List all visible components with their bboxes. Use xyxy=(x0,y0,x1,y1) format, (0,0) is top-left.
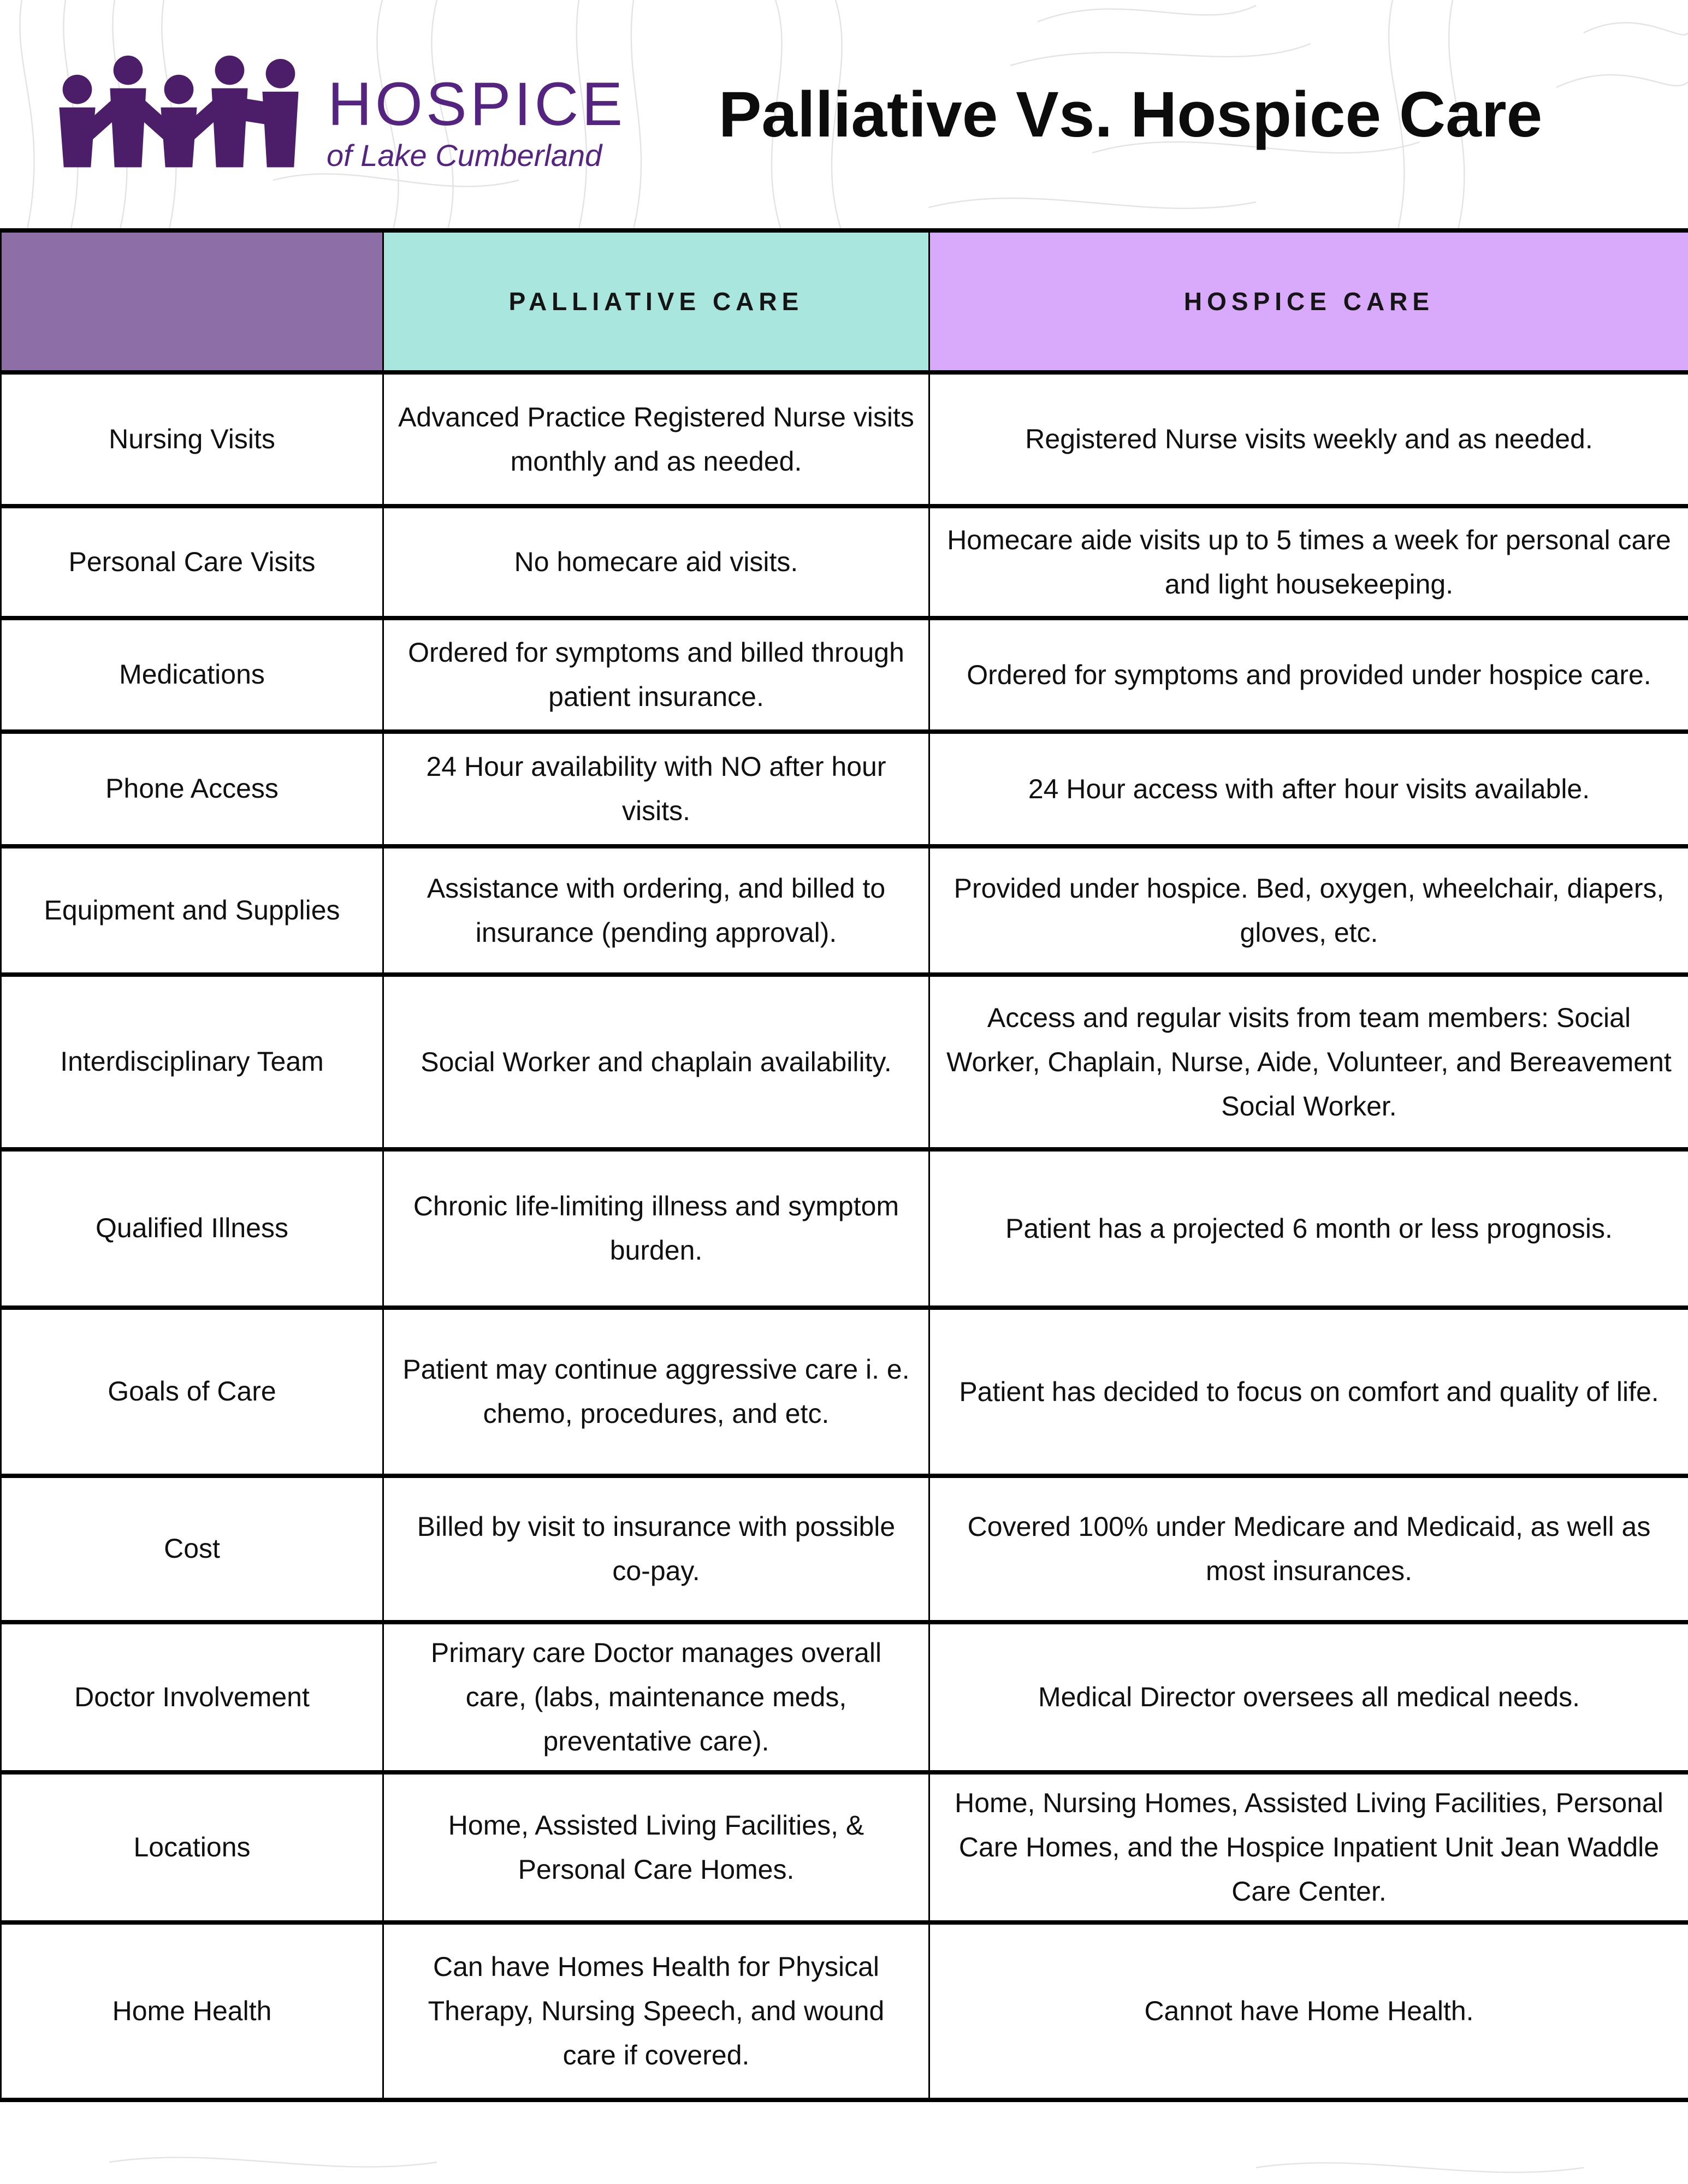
hospice-cell: Ordered for symptoms and provided under hospice care. xyxy=(929,618,1688,732)
palliative-cell: Chronic life-limiting illness and symptom burden. xyxy=(383,1149,929,1308)
table-row xyxy=(1,1149,1688,1308)
table-row xyxy=(1,975,1688,1149)
palliative-cell: Ordered for symptoms and billed through patient insurance. xyxy=(383,618,929,732)
table-row xyxy=(1,372,1688,506)
hospice-cell: Homecare aide visits up to 5 times a week for personal care and light housekeeping. xyxy=(929,506,1688,618)
row-label: Personal Care Visits xyxy=(1,506,383,618)
column-header-empty xyxy=(1,230,383,372)
hospice-cell: Patient has decided to focus on comfort and quality of life. xyxy=(929,1308,1688,1476)
comparison-table xyxy=(0,228,1688,2102)
palliative-cell: Can have Homes Health for Physical Therapy, Nursing Speech, and wound care if covered. xyxy=(383,1922,929,2100)
table-header-row xyxy=(1,230,1688,372)
table-row xyxy=(1,618,1688,732)
hospice-cell: Cannot have Home Health. xyxy=(929,1922,1688,2100)
hospice-cell: Medical Director oversees all medical needs. xyxy=(929,1622,1688,1772)
table-row xyxy=(1,1308,1688,1476)
palliative-cell: Home, Assisted Living Facilities, & Personal Care Homes. xyxy=(383,1772,929,1922)
hospice-cell: Home, Nursing Homes, Assisted Living Facilities, Personal Care Homes, and the Hospice Inpatient Unit Jean Waddle Care Center. xyxy=(929,1772,1688,1922)
palliative-cell: Assistance with ordering, and billed to insurance (pending approval). xyxy=(383,846,929,975)
row-label: Nursing Visits xyxy=(1,372,383,506)
logo-people-icon xyxy=(52,54,306,168)
table-row xyxy=(1,1622,1688,1772)
row-label: Goals of Care xyxy=(1,1308,383,1476)
palliative-cell: Patient may continue aggressive care i. e. chemo, procedures, and etc. xyxy=(383,1308,929,1476)
logo-tagline: of Lake Cumberland xyxy=(327,138,602,173)
column-header-palliative: PALLIATIVE CARE xyxy=(383,230,929,372)
palliative-cell: Primary care Doctor manages overall care, (labs, maintenance meds, preventative care). xyxy=(383,1622,929,1772)
table-row xyxy=(1,846,1688,975)
palliative-cell: Billed by visit to insurance with possible co-pay. xyxy=(383,1476,929,1622)
hospice-cell: Patient has a projected 6 month or less prognosis. xyxy=(929,1149,1688,1308)
logo-wordmark: HOSPICE xyxy=(328,70,626,138)
page-header xyxy=(0,0,1688,229)
table-row xyxy=(1,506,1688,618)
row-label: Doctor Involvement xyxy=(1,1622,383,1772)
hospice-cell: Provided under hospice. Bed, oxygen, wheelchair, diapers, gloves, etc. xyxy=(929,846,1688,975)
row-label: Home Health xyxy=(1,1922,383,2100)
hospice-cell: Access and regular visits from team members: Social Worker, Chaplain, Nurse, Aide, Volunteer, and Bereavement Social Worker. xyxy=(929,975,1688,1149)
table-row xyxy=(1,1922,1688,2100)
row-label: Qualified Illness xyxy=(1,1149,383,1308)
table-row xyxy=(1,1476,1688,1622)
row-label: Phone Access xyxy=(1,732,383,846)
page-title: Palliative Vs. Hospice Care xyxy=(718,79,1543,151)
row-label: Equipment and Supplies xyxy=(1,846,383,975)
row-label: Medications xyxy=(1,618,383,732)
palliative-cell: Advanced Practice Registered Nurse visits monthly and as needed. xyxy=(383,372,929,506)
palliative-cell: 24 Hour availability with NO after hour visits. xyxy=(383,732,929,846)
row-label: Interdisciplinary Team xyxy=(1,975,383,1149)
column-header-hospice: HOSPICE CARE xyxy=(929,230,1688,372)
row-label: Cost xyxy=(1,1476,383,1622)
hospice-cell: 24 Hour access with after hour visits available. xyxy=(929,732,1688,846)
palliative-cell: No homecare aid visits. xyxy=(383,506,929,618)
hospice-cell: Registered Nurse visits weekly and as needed. xyxy=(929,372,1688,506)
hospice-cell: Covered 100% under Medicare and Medicaid, as well as most insurances. xyxy=(929,1476,1688,1622)
row-label: Locations xyxy=(1,1772,383,1922)
table-row xyxy=(1,1772,1688,1922)
palliative-cell: Social Worker and chaplain availability. xyxy=(383,975,929,1149)
table-row xyxy=(1,732,1688,846)
